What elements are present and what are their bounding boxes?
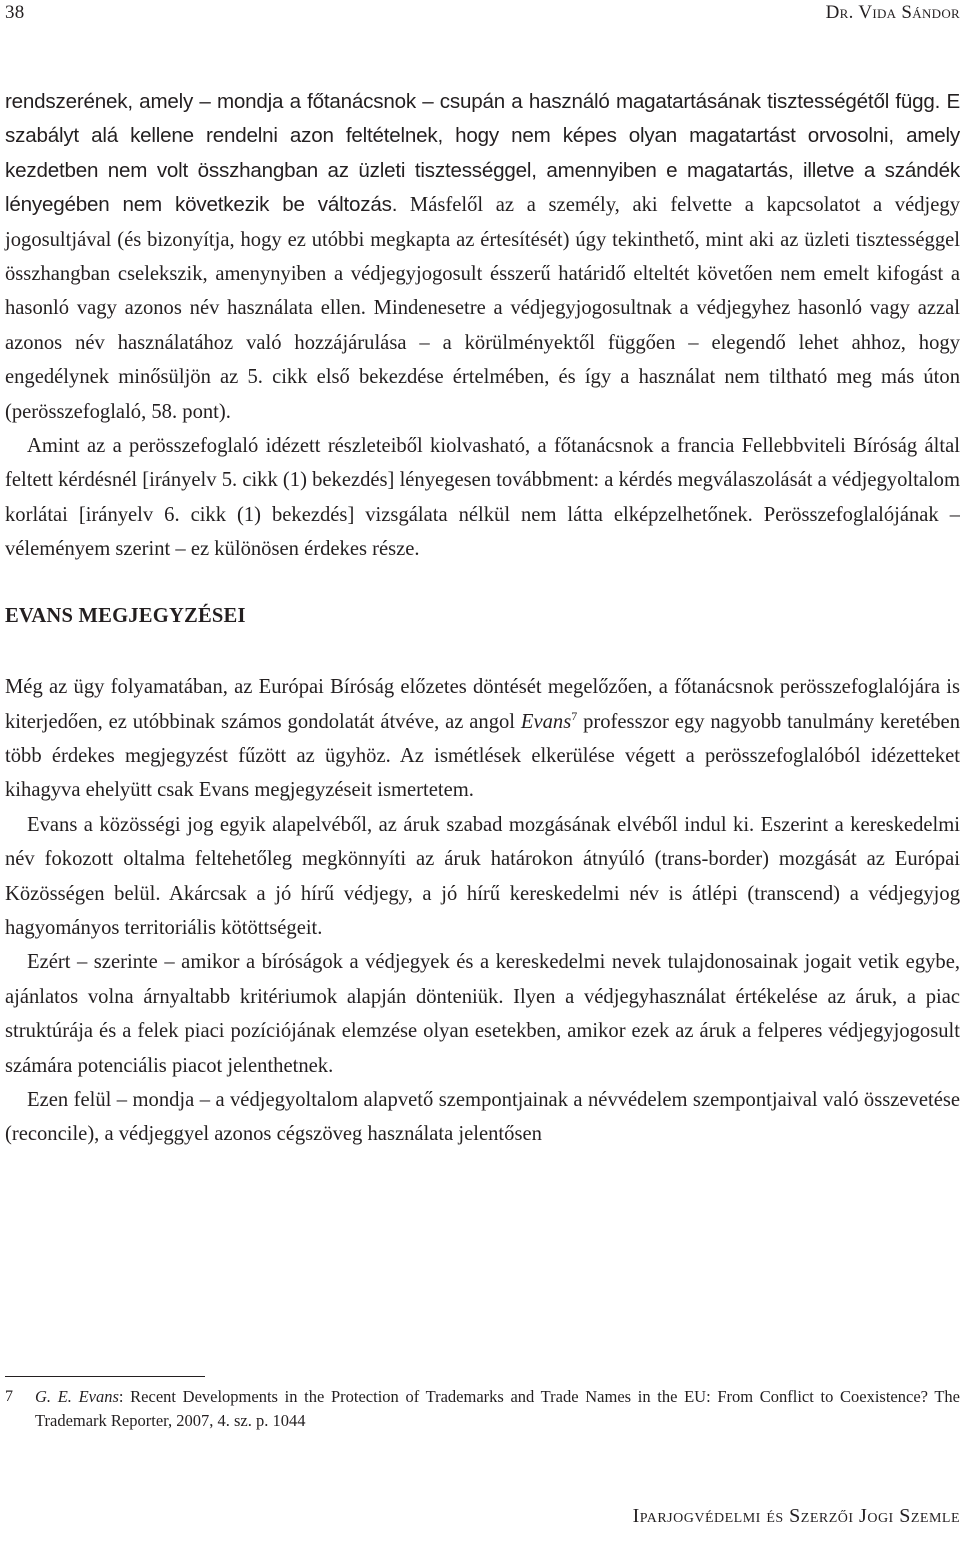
paragraph-5: Ezért – szerinte – amikor a bíróságok a védjegyek és a kereskedelmi nevek tulajdonosainak jogait vetik egybe, ajánlatos volna árnyaltabb kritériumok alapján dönteniük. Ilyen a védjegyhasználat értékelése az áruk, a piac struktúrája és a felek piaci pozíciójának elemzése olyan esetekben, amikor ezek az áruk a felperes védjegyjogosult számára potenciális piacot jelenthetnek. bbox=[5, 951, 960, 1077]
body-text bbox=[5, 85, 960, 1152]
paragraph-1-sans-run: rendszerének, amely – mondja a főtanácsnok – csupán a használó magatartásának tisztességétől függ. E szabályt alá kellene rendelni azon feltételnek, hogy nem képes olyan magatartást orvosolni, amely kezdetben nem volt összhangban az üzleti tisztességgel, amennyiben e magatartás, illetve a szándék lényegében nem következik be változás. bbox=[5, 90, 960, 217]
paragraph-3 bbox=[5, 670, 960, 808]
section-heading: EVANS MEGJEGYZÉSEI bbox=[5, 604, 246, 627]
footnote bbox=[5, 1385, 960, 1433]
paragraph-4: Evans a közösségi jog egyik alapelvéből, az áruk szabad mozgásának elvéből indul ki. Eszerint a kereskedelmi név fokozott oltalma feltehetőleg megkönnyíti az áruk határokon átnyúló (trans-border) mozgását az Európai Közösségen belül. Akárcsak a jó hírű védjegy, a jó hírű kereskedelmi név is átlépi (transcend) a védjegyjog hagyományos territoriális kötöttségeit. bbox=[5, 813, 960, 939]
paragraph-3-evans: Evans bbox=[520, 710, 572, 733]
page bbox=[5, 0, 960, 1547]
running-footer-journal: Iparjogvédelmi és Szerzői Jogi Szemle bbox=[632, 1505, 960, 1527]
paragraph-6: Ezen felül – mondja – a védjegyoltalom alapvető szempontjainak a névvédelem szempontjaival való összevetése (reconcile), a védjeggyel azonos cégszöveg használata jelentősen bbox=[5, 1088, 960, 1146]
paragraph-2: Amint az a perösszefoglaló idézett részleteiből kiolvasható, a főtanácsnok a francia Fellebbviteli Bíróság által feltett kérdésnél [irányelv 5. cikk (1) bekezdés] lényegesen továbbment: a kérdés megválaszolását a védjegyoltalom korlátai [irányelv 6. cikk (1) bekezdés] vizsgálata nélkül nem látta elképzelhetőnek. Perösszefoglalójának – véleményem szerint – ez különösen érdekes része. bbox=[5, 435, 960, 561]
footnote-reference[interactable]: 7 bbox=[571, 708, 578, 723]
footnote-citation: : Recent Developments in the Protection of Trademarks and Trade Names in the EU: From Conflict to Coexistence? The Trademark Reporter, 2007, 4. sz. p. 1044 bbox=[35, 1387, 960, 1430]
footnote-divider bbox=[5, 1376, 205, 1377]
footnote-number: 7 bbox=[5, 1388, 13, 1405]
footnote-author-initials: G. E. bbox=[35, 1387, 79, 1406]
running-header bbox=[5, 2, 960, 26]
header-author: Dr. Vida Sándor bbox=[825, 2, 960, 23]
paragraph-1 bbox=[5, 85, 960, 429]
footnote-author-name: Evans bbox=[78, 1387, 119, 1406]
page-number: 38 bbox=[5, 2, 25, 23]
footnote-text bbox=[35, 1385, 960, 1433]
paragraph-3-part-b: professzor egy nagyobb tanulmány keretében több érdekes megjegyzést fűzött az ügyhöz. Az ismétlések elkerülése végett a perösszefoglalóból idézetteket kihagyva ehelyütt csak Evans megjegyzéseit ismertetem. bbox=[5, 710, 960, 802]
paragraph-3-part-a: Még az ügy folyamatában, az Európai Bíróság előzetes döntését megelőzően, a főtanácsnok perösszefoglalójára is kiterjedően, ez utóbbinak számos gondolatát átvéve, az angol bbox=[5, 676, 960, 733]
paragraph-1-serif-run: Másfelől az a személy, aki felvette a kapcsolatot a védjegy jogosultjával (és bizonyítja, hogy ez utóbbi megkapta az értesítését) úgy tekinthető, mint aki az üzleti tisztességgel összhangban cselekszik, amenynyiben a védjegyjogosult ésszerű határidő elteltét követően nem emelt kifogást a hasonló vagy azonos név használata ellen. Mindenesetre a védjegyjogosultnak a védjegyhez hasonló vagy azzal azonos név használatához való hozzájárulása – a körülményektől függően – elegendő lehet ahhoz, hogy engedélynek minősüljön az 5. cikk első bekezdése értelmében, és így a használat nem tiltható meg más úton (perösszefoglaló, 58. pont). bbox=[5, 194, 960, 423]
